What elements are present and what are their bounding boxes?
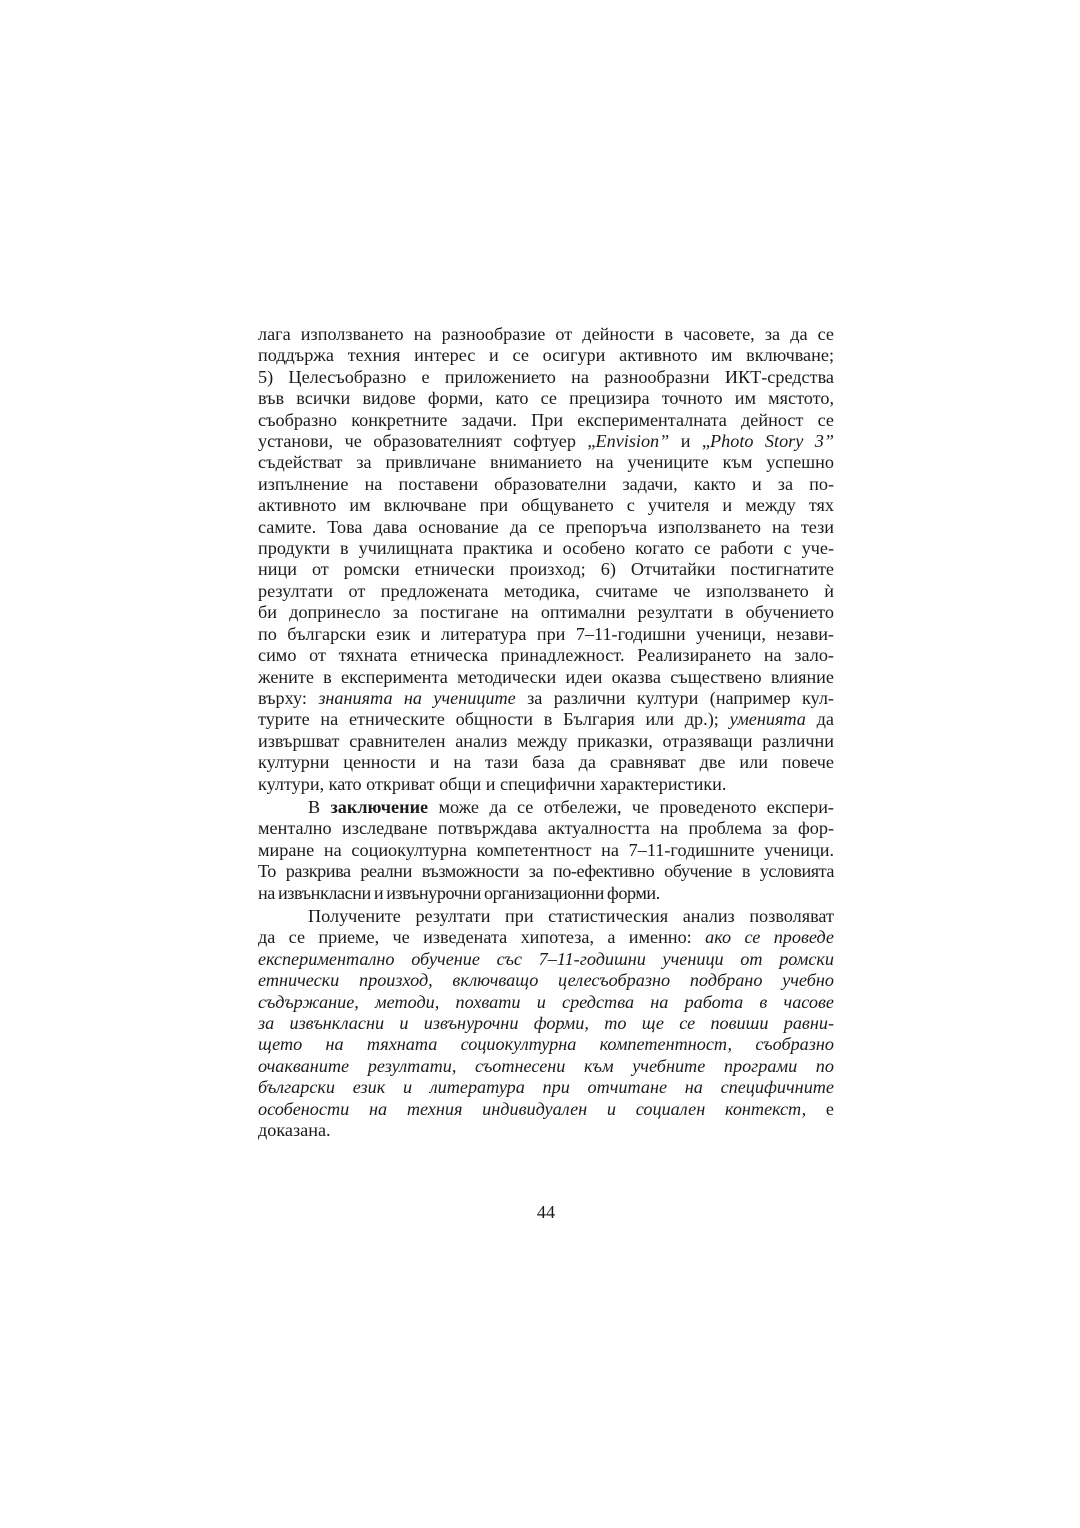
text-line: културни ценности и на тази база да сравняват две или повече [258,752,834,773]
hypothesis-text: ако се проведе [705,927,834,948]
text-line: съдействат за привличане вниманието на учениците към успешно [258,452,834,473]
text-line: във всички видове форми, като се прецизира точното им мястото, [258,388,834,409]
text-line: ници от ромски етнически произход; 6) Отчитайки постигнатите [258,559,834,580]
body-text [258,324,834,1141]
text-line: В заключение може да се отбележи, че проведеното експери- [308,796,834,817]
emphasis-conclusion: заключение [330,796,429,817]
text-line: изпълнение на поставени образователни задачи, както и за по- [258,473,834,494]
text-line: ментално изследване потвърждава актуалността на проблема за фор- [258,818,834,839]
text-line: на извънкласни и извънурочни организационни форми. [258,882,660,903]
text-line: То разкрива реални възможности за по-ефективно обучение в условията [258,861,834,882]
software-name-envision: Envision” [595,431,670,452]
text-line: да се приеме, че изведената хипотеза, а именно: ако се проведе [258,927,834,948]
text-line: турите на етническите общности в България или др.); уменията да [258,709,834,730]
text-line: Получените резултати при статистическия анализ позволяват [308,905,834,926]
text-line: извършват сравнителен анализ между приказки, отразяващи различни [258,730,834,751]
text-line: доказана. [258,1120,331,1141]
hypothesis-line: очакваните резултати, съотнесени към учебните програми по [258,1055,834,1076]
text-line: симо от тяхната етническа принадлежност. Реализирането на зало- [258,645,834,666]
text-line: миране на социокултурна компетентност на 7–11-годишните ученици. [258,839,834,860]
text-line: върху: знанията на учениците за различни култури (например кул- [258,687,834,708]
hypothesis-line: етнически произход, включващо целесъобразно подбрано учебно [258,970,834,991]
text-line: поддържа техния интерес и се осигури активното им включване; [258,345,834,366]
text-line: продукти в училищната практика и особено когато се работи с уче- [258,538,834,559]
text-line: по български език и литература при 7–11-годишни ученици, незави- [258,623,834,644]
hypothesis-line: експериментално обучение със 7–11-годишни ученици от ромски [258,948,834,969]
hypothesis-line: съдържание, методи, похвати и средства на работа в часове [258,991,834,1012]
software-name-photo-story: Photo Story 3” [710,431,835,452]
text-line: жените в експеримента методически идеи оказва съществено влияние [258,666,834,687]
text-line: установи, че образователният софтуер „Envision” и „Photo Story 3” [258,431,835,452]
page-number: 44 [536,1202,556,1222]
hypothesis-line: за извънкласни и извънурочни форми, то ще се повиши равни- [258,1013,834,1033]
text-line: самите. Това дава основание да се препоръча използването на тези [258,516,834,537]
emphasis-skills: уменията [729,709,806,730]
text-line: би допринесло за постигане на оптимални резултати в обучението [258,602,834,623]
text-line: особености на техния индивидуален и социален контекст, е [258,1098,834,1119]
text-line: лага използването на разнообразие от дейности в часовете, за да се [258,324,834,344]
text-line: активното им включване при общуването с учителя и между тях [258,495,834,516]
emphasis-knowledge: знанията на учениците [318,687,516,708]
hypothesis-line: български език и литература при отчитане на специфичните [258,1077,834,1098]
hypothesis-line: щето на тяхната социокултурна компетентност, съобразно [258,1034,834,1055]
text-line: 5) Целесъобразно е приложението на разнообразни ИКТ-средства [258,366,834,387]
text-line: резултати от предложената методика, считаме че използването ѝ [258,580,834,601]
hypothesis-end: особености на техния индивидуален и социален контекст, [258,1098,807,1119]
text-line: култури, като откриват общи и специфични характеристики. [258,773,727,794]
text-line: съобразно конкретните задачи. При експерименталната дейност се [258,409,834,430]
